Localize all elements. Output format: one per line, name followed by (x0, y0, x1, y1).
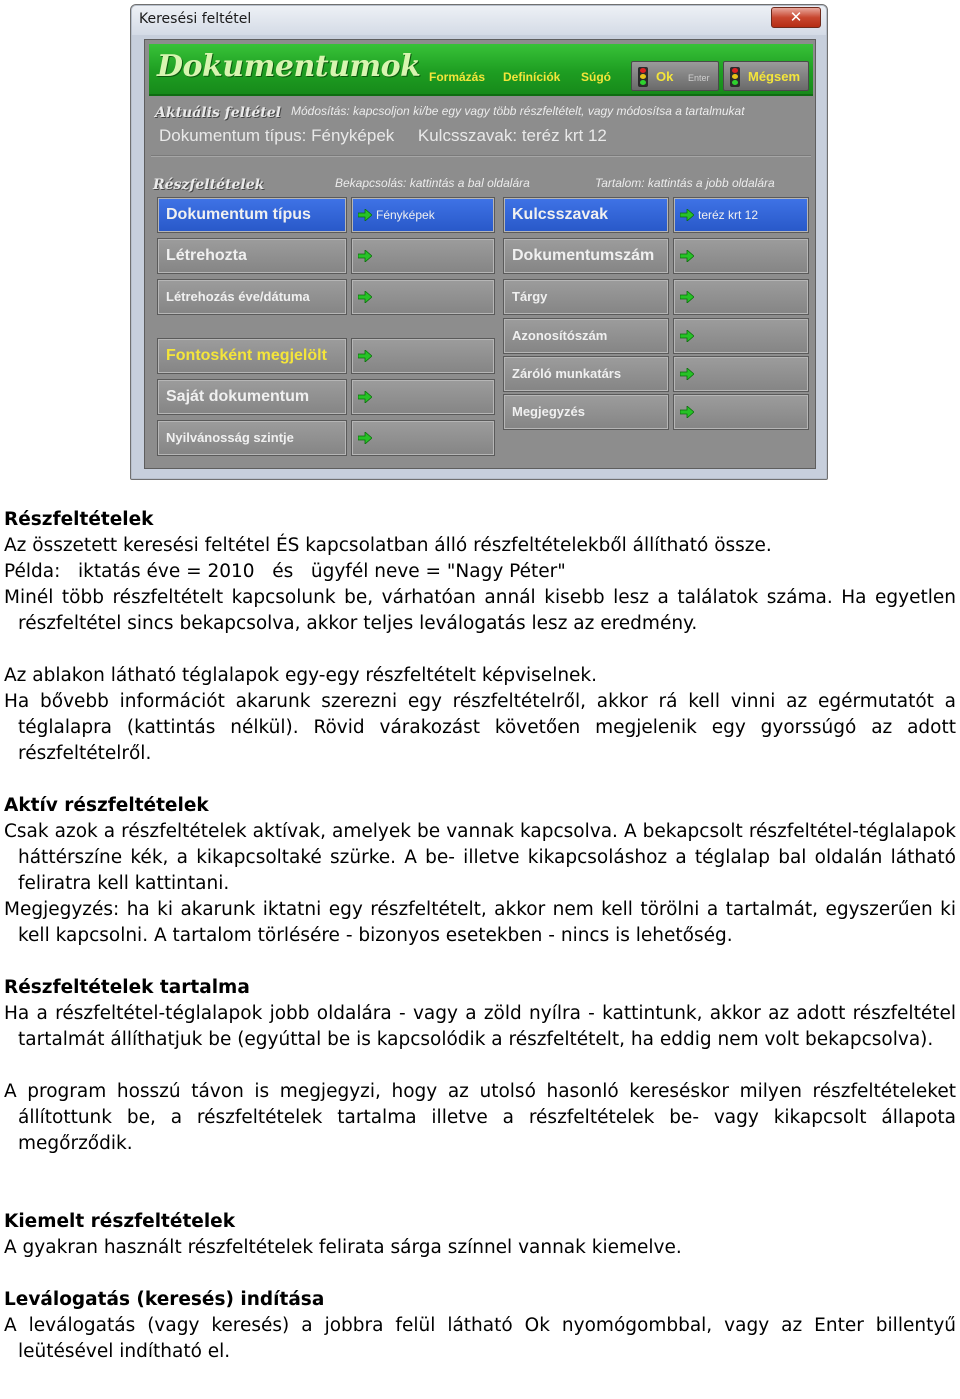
dialog-client (144, 39, 816, 469)
menu-definitions[interactable]: Definíciók (503, 70, 561, 84)
close-button[interactable] (771, 7, 821, 28)
paragraph: Ha a részfeltétel-téglalapok jobb oldalára - vagy a zöld nyílra - kattintunk, akkor az adott részfeltétel tartalmát állíthatjuk be (egyúttal be is kapcsolódik a részfeltételt, ha eddig nem volt bekapcsolva). (4, 1003, 956, 1050)
condition-toggle[interactable]: Megjegyzés (503, 394, 669, 430)
help-text (4, 507, 956, 1365)
section-heading-start: Leválogatás (keresés) indítása (4, 1289, 325, 1310)
green-arrow-icon (680, 368, 694, 380)
subconditions-heading: Részfeltételek (153, 177, 265, 193)
condition-toggle[interactable]: Nyilvánosság szintje (157, 420, 347, 456)
condition-content[interactable] (673, 197, 809, 233)
menu-help[interactable]: Súgó (581, 70, 611, 84)
divider (151, 155, 811, 157)
current-hint: Módosítás: kapcsoljon ki/be egy vagy több részfeltételt, vagy módosítsa a tartalmukat (291, 104, 745, 118)
condition-row (157, 420, 495, 456)
condition-content[interactable] (351, 338, 495, 374)
green-arrow-icon (680, 209, 694, 221)
condition-content[interactable] (351, 279, 495, 315)
condition-row (157, 379, 495, 415)
condition-toggle[interactable]: Záróló munkatárs (503, 356, 669, 392)
current-heading: Aktuális feltétel (155, 105, 281, 121)
condition-toggle[interactable]: Dokumentum típus (157, 197, 347, 233)
condition-row (503, 197, 809, 233)
condition-toggle[interactable]: Létrehozás éve/dátuma (157, 279, 347, 315)
condition-content[interactable] (351, 197, 495, 233)
paragraph: Csak azok a részfeltételek aktívak, amelyek be vannak kapcsolva. A bekapcsolt részfeltétel-téglalapok háttérszíne kék, a kikapcsoltaké szürke. A be- illetve kikapcsoláshoz a téglalap bal oldalán látható feliratra kell kattintani. (4, 821, 956, 894)
condition-value: teréz krt 12 (698, 208, 759, 222)
condition-row (157, 197, 495, 233)
current-condition-row (155, 102, 815, 122)
close-icon: ✕ (789, 8, 803, 26)
condition-row (503, 394, 809, 430)
paragraph: A program hosszú távon is megjegyzi, hogy az utolsó hasonló kereséskor milyen részfeltételeket állítottunk be, a részfeltételek tartalma illetve a részfeltételek be- vagy kikapcsolt állapota megőrződik. (4, 1081, 956, 1154)
green-arrow-icon (358, 209, 372, 221)
condition-content[interactable] (673, 238, 809, 274)
condition-toggle[interactable]: Azonosítószám (503, 318, 669, 354)
condition-toggle[interactable]: Tárgy (503, 279, 669, 315)
condition-content[interactable] (673, 394, 809, 430)
section-heading-highlighted: Kiemelt részfeltételek (4, 1211, 236, 1232)
header-title: Dokumentumok (157, 49, 421, 84)
menu-formatting[interactable]: Formázás (429, 70, 486, 84)
ok-shortcut: Enter (688, 73, 710, 83)
toggle-hint: Bekapcsolás: kattintás a bal oldalára (335, 176, 530, 190)
cancel-button[interactable] (723, 61, 809, 91)
window-title: Keresési feltétel (139, 11, 252, 27)
search-condition-dialog (130, 4, 828, 480)
ok-label: Ok (656, 69, 674, 84)
condition-toggle[interactable]: Létrehozta (157, 238, 347, 274)
condition-row (503, 356, 809, 392)
current-summary: Dokumentum típus: Fényképek Kulcsszavak: teréz krt 12 (159, 126, 607, 145)
paragraph: A gyakran használt részfeltételek felirata sárga színnel vannak kiemelve. (4, 1237, 682, 1258)
condition-content[interactable] (351, 238, 495, 274)
condition-row (157, 338, 495, 374)
traffic-light-icon (730, 67, 740, 87)
green-arrow-icon (680, 250, 694, 262)
condition-content[interactable] (673, 356, 809, 392)
ok-button[interactable] (631, 61, 719, 91)
green-arrow-icon (680, 330, 694, 342)
header-bar (149, 44, 813, 96)
green-arrow-icon (358, 391, 372, 403)
paragraph: A leválogatás (vagy keresés) a jobbra felül látható Ok nyomógombbal, vagy az Enter billentyű leütésével indítható el. (4, 1315, 956, 1362)
section-heading-active: Aktív részfeltételek (4, 795, 209, 816)
condition-value: Fényképek (376, 208, 435, 222)
green-arrow-icon (680, 406, 694, 418)
green-arrow-icon (358, 291, 372, 303)
condition-toggle[interactable]: Dokumentumszám (503, 238, 669, 274)
paragraph: Az összetett keresési feltétel ÉS kapcsolatban álló részfeltételekből állítható össze. (4, 535, 772, 556)
condition-row (503, 238, 809, 274)
condition-row (157, 279, 495, 315)
section-heading-subconditions: Részfeltételek (4, 509, 154, 530)
paragraph: Minél több részfeltételt kapcsolunk be, várhatóan annál kisebb lesz a találatok száma. Ha egyetlen részfeltétel sincs bekapcsolva, akkor teljes leválogatás lesz az eredmény. (4, 587, 956, 634)
subconditions-row (153, 174, 813, 194)
condition-content[interactable] (351, 379, 495, 415)
green-arrow-icon (358, 350, 372, 362)
condition-content[interactable] (351, 420, 495, 456)
condition-toggle[interactable]: Fontosként megjelölt (157, 338, 347, 374)
condition-row (503, 318, 809, 354)
condition-content[interactable] (673, 318, 809, 354)
green-arrow-icon (358, 250, 372, 262)
paragraph: Ha bővebb információt akarunk szerezni egy részfeltételről, akkor rá kell vinni az egérmutatót a téglalapra (kattintás nélkül). Rövid várakozást követően megjelenik egy gyorssúgó az adott részfeltételről. (4, 691, 956, 764)
paragraph: Az ablakon látható téglalapok egy-egy részfeltételt képviselnek. (4, 665, 598, 686)
section-heading-content: Részfeltételek tartalma (4, 977, 250, 998)
cancel-label: Mégsem (748, 69, 801, 84)
paragraph-note: Megjegyzés: ha ki akarunk iktatni egy részfeltételt, akkor nem kell törölni a tartalmát, egyszerűen ki kell kapcsolni. A tartalom törlésére - bizonyos esetekben - nincs is lehetőség. (4, 899, 956, 946)
condition-toggle[interactable]: Kulcsszavak (503, 197, 669, 233)
green-arrow-icon (680, 291, 694, 303)
condition-content[interactable] (673, 279, 809, 315)
condition-toggle[interactable]: Saját dokumentum (157, 379, 347, 415)
paragraph-example: Példa: iktatás éve = 2010 és ügyfél neve = "Nagy Péter" (4, 561, 566, 582)
green-arrow-icon (358, 432, 372, 444)
condition-row (157, 238, 495, 274)
content-hint: Tartalom: kattintás a jobb oldalára (595, 176, 775, 190)
condition-row (503, 279, 809, 315)
traffic-light-icon (638, 67, 648, 87)
